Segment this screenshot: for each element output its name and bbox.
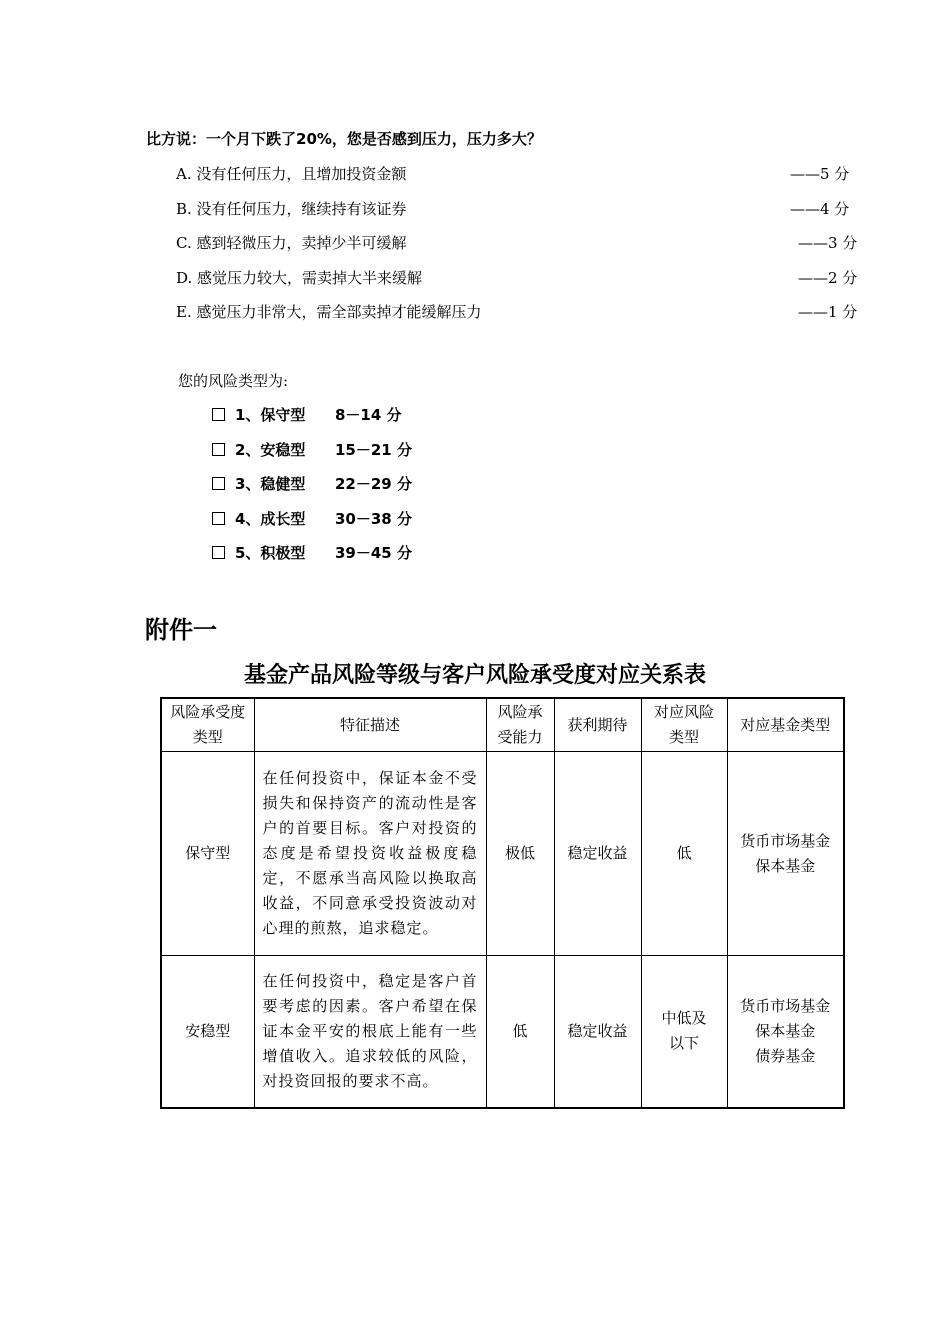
option-d-score: ——2 分 bbox=[798, 269, 858, 287]
cell-description: 在任何投资中，保证本金不受损失和保持资产的流动性是客户的首要目标。客户对投资的态度是希望投资收益极度稳定，不愿承当高风险以换取高收益，不同意承受投资波动对心理的煎熬，追求稳定。 bbox=[254, 752, 486, 956]
checkbox-icon[interactable] bbox=[212, 512, 225, 525]
risk-type-option[interactable] bbox=[212, 439, 412, 460]
risk-type-range: 39－45 分 bbox=[335, 544, 412, 562]
cell-description: 在任何投资中，稳定是客户首要考虑的因素。客户希望在保证本金平安的根底上能有一些增值收入。追求较低的风险，对投资回报的要求不高。 bbox=[254, 956, 486, 1108]
option-d: D. 感觉压力较大，需卖掉大半来缓解 bbox=[176, 269, 423, 287]
option-a-score: ——5 分 bbox=[790, 165, 850, 183]
cell-capacity: 低 bbox=[486, 956, 554, 1108]
cell-expectation: 稳定收益 bbox=[554, 752, 641, 956]
table-header-row bbox=[161, 698, 844, 752]
risk-type-range: 15－21 分 bbox=[335, 441, 412, 459]
option-e-score: ——1 分 bbox=[798, 303, 858, 321]
header-risk-tolerance-type: 风险承受度 类型 bbox=[161, 698, 254, 752]
cell-type: 保守型 bbox=[161, 752, 254, 956]
cell-expectation: 稳定收益 bbox=[554, 956, 641, 1108]
question-text: 比方说：一个月下跌了20%，您是否感到压力，压力多大？ bbox=[146, 130, 542, 148]
checkbox-icon[interactable] bbox=[212, 546, 225, 559]
option-c: C. 感到轻微压力，卖掉少半可缓解 bbox=[176, 234, 407, 252]
cell-risk: 中低及 以下 bbox=[641, 956, 727, 1108]
checkbox-icon[interactable] bbox=[212, 408, 225, 421]
option-a: A. 没有任何压力，且增加投资金额 bbox=[176, 165, 407, 183]
risk-type-name: 3、稳健型 bbox=[235, 475, 306, 493]
table-row bbox=[161, 752, 844, 956]
checkbox-icon[interactable] bbox=[212, 477, 225, 490]
cell-funds: 货币市场基金 保本基金 bbox=[727, 752, 844, 956]
table-title: 基金产品风险等级与客户风险承受度对应关系表 bbox=[243, 663, 706, 688]
risk-type-range: 8－14 分 bbox=[335, 406, 402, 424]
option-b-score: ——4 分 bbox=[790, 200, 850, 218]
table-row bbox=[161, 956, 844, 1108]
risk-type-option[interactable] bbox=[212, 473, 412, 494]
header-description: 特征描述 bbox=[254, 698, 486, 752]
appendix-heading: 附件一 bbox=[145, 616, 217, 644]
header-risk-capacity: 风险承 受能力 bbox=[486, 698, 554, 752]
header-matching-risk-type: 对应风险 类型 bbox=[641, 698, 727, 752]
risk-type-name: 1、保守型 bbox=[235, 406, 306, 424]
cell-type: 安稳型 bbox=[161, 956, 254, 1108]
risk-type-range: 22－29 分 bbox=[335, 475, 412, 493]
risk-type-range: 30－38 分 bbox=[335, 510, 412, 528]
header-fund-types: 对应基金类型 bbox=[727, 698, 844, 752]
risk-type-name: 4、成长型 bbox=[235, 510, 306, 528]
cell-capacity: 极低 bbox=[486, 752, 554, 956]
checkbox-icon[interactable] bbox=[212, 443, 225, 456]
header-profit-expectation: 获利期待 bbox=[554, 698, 641, 752]
cell-risk: 低 bbox=[641, 752, 727, 956]
option-c-score: ——3 分 bbox=[798, 234, 858, 252]
option-e: E. 感觉压力非常大，需全部卖掉才能缓解压力 bbox=[176, 303, 482, 321]
cell-funds: 货币市场基金 保本基金 债券基金 bbox=[727, 956, 844, 1108]
risk-mapping-table bbox=[160, 697, 845, 1109]
risk-type-option[interactable] bbox=[212, 508, 412, 529]
risk-type-option[interactable] bbox=[212, 542, 412, 563]
risk-type-name: 5、积极型 bbox=[235, 544, 306, 562]
option-b: B. 没有任何压力，继续持有该证券 bbox=[176, 200, 407, 218]
risk-type-name: 2、安稳型 bbox=[235, 441, 306, 459]
risk-type-intro: 您的风险类型为: bbox=[178, 372, 289, 390]
risk-type-option[interactable] bbox=[212, 404, 402, 425]
